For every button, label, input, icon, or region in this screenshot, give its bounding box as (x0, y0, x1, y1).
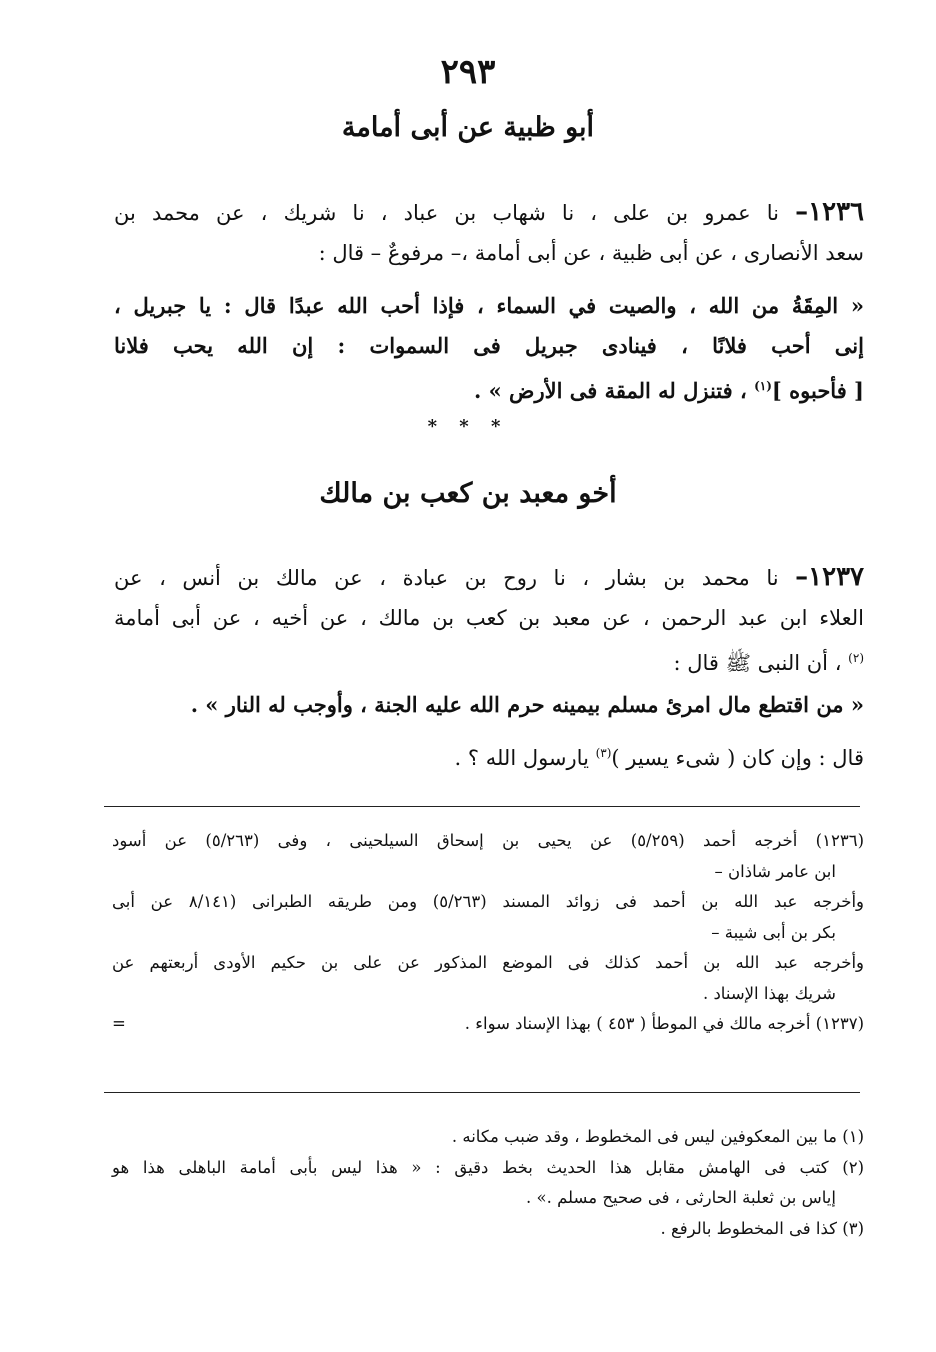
isnad-line: $^{(٢)}$ ، أن النبى ﷺ قال : (673, 651, 864, 675)
isnad-line: ١٢٣٧– نا محمد بن بشار ، نا روح بن عبادة ، عن مالك بن أنس ، عن (114, 562, 864, 592)
footnote-2-continuation: إياس بن ثعلبة الحارثى ، فى صحيح مسلم .» . (526, 1188, 836, 1207)
matn-line: إنى أحب فلانًا ، فينادى جبريل فى السموات : إن الله يحب فلانا (114, 333, 864, 358)
takhrij-line: بكر بن أبى شيبة – (711, 922, 836, 942)
hadith-1237-reply (114, 733, 864, 778)
continuation-mark: = (112, 1014, 126, 1033)
footnote-2: (٢) كتب فى الهامش مقابل هذا الحديث بخط دقيق : « هذا ليس بأبى أمامة الباهلى هذا هو (112, 1157, 864, 1177)
footnote-ref-2: (٢) (848, 651, 864, 665)
footnote-ref-3: (٣) (595, 746, 612, 760)
hadith-number: ١٢٣٦– (795, 197, 864, 227)
hadith-1236-matn (114, 286, 864, 411)
takhrij-line: وأخرجه عبد الله بن أحمد كذلك فى الموضع المذكور عن على بن حكيم الأودى أربعتهم عن (112, 953, 864, 972)
footnotes (112, 1122, 864, 1244)
reply-line: قال : وإن كان ( شىء يسير )$^{(٣)}$ يارسول الله ؟ . (454, 746, 864, 770)
hadith-1237-matn (114, 685, 864, 725)
section-separator: * * * (427, 416, 509, 437)
footnote-divider (104, 806, 860, 807)
takhrij-line: (١٢٣٦) أخرجه أحمد (٥/٢٥٩) عن يحيى بن إسحاق السيلحينى ، وفى (٥/٢٦٣) عن أسود (112, 831, 864, 850)
footnote-1: (١) ما بين المعكوفين ليس فى المخطوط ، وقد ضبب مكانه . (451, 1127, 864, 1146)
isnad-line: سعد الأنصارى ، عن أبى ظبية ، عن أبى أمامة ،– مرفوعٌ – قال : (318, 241, 864, 265)
section-heading-akhu-mabad: أخو معبد بن كعب بن مالك (319, 478, 617, 509)
matn-line: « المِقَةُ من الله ، والصيت في السماء ، فإذا أحب الله عبدًا قال : يا جبريل ، (114, 293, 864, 318)
takhrij-line: شريك بهذا الإسناد . (702, 983, 836, 1003)
matn-line: « من اقتطع مال امرئ مسلم بيمينه حرم الله عليه الجنة ، وأوجب له النار » . (190, 692, 864, 717)
takhrij-line: وأخرجه عبد الله بن أحمد فى زوائد المسند (٥/٢٦٣) ومن طريقه الطبرانى (٨/١٤١ عن أبى (112, 892, 865, 911)
takhrij-line: (١٢٣٧) أخرجه مالك في الموطأ ( ٤٥٣ ) بهذا الإسناد سواء . = (112, 1009, 864, 1040)
footnote-divider (104, 1092, 860, 1093)
takhrij-notes (112, 826, 864, 1040)
footnote-3: (٣) كذا فى المخطوط بالرفع . (660, 1218, 864, 1238)
takhrij-line: ابن عامر شاذان – (714, 861, 836, 881)
isnad-line: ١٢٣٦– نا عمرو بن على ، نا شهاب بن عباد ، نا شريك ، عن محمد بن (114, 197, 864, 227)
hadith-number: ١٢٣٧– (795, 562, 864, 592)
matn-line: [ فأحبوه ]$^{(١)}$ ، فتنزل له المقة فى الأرض » . (474, 378, 864, 403)
hadith-1237-isnad (114, 557, 864, 683)
isnad-line: العلاء ابن عبد الرحمن ، عن معبد بن كعب بن مالك ، عن أخيه ، عن أبى أمامة (114, 606, 864, 630)
section-heading-abu-zabya: أبو ظبية عن أبى أمامة (341, 112, 595, 143)
page-number: ٢٩٣ (440, 52, 496, 92)
hadith-1236-isnad (114, 192, 864, 273)
footnote-ref-1: (١) (754, 379, 772, 393)
